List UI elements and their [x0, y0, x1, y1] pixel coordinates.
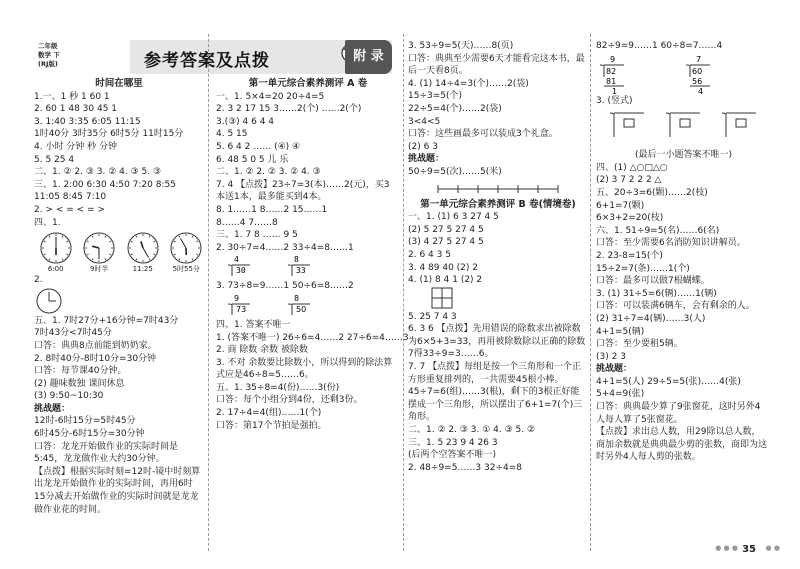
answer-line: 6. 48 5 0 5 儿 乐: [216, 154, 289, 165]
answer-line: (后两个空答案不唯一): [408, 450, 497, 461]
clock-icon: [126, 231, 160, 265]
answer-line: 六、1. 51÷9=5(名)……6(名): [596, 225, 720, 236]
grade-label: [38, 42, 78, 69]
answer-line: 82÷9=9……1 60÷8=7……4: [596, 41, 723, 51]
answer-line: 2. 3 2 17 15 3……2(个) ……2(个): [216, 104, 362, 115]
column-3: [408, 40, 588, 474]
answer-line: 口答：典典8点前能到奶奶家。: [34, 340, 157, 351]
answer-line: 二、1. ② 2. ② 3. ② 4. ③: [216, 167, 321, 178]
hint-text: 【点拨】求出总人数，用29除以总人数，商加余数就是典典最少剪的张数，商即为这时另外4人每人剪的张数。: [596, 427, 768, 463]
grid-figure: [408, 287, 588, 311]
answer-line: 7时43分<7时45分: [34, 328, 112, 339]
answer-line: 2. 30÷7=4……2 33÷4=8……1: [216, 242, 354, 253]
clock-item: [125, 231, 161, 274]
appendix-tab: 附 录: [345, 40, 392, 74]
answer-line: 口答：这些画最多可以装成3个礼盒。: [408, 129, 558, 140]
answer-line: 五、1. 7时27分+16分钟=7时43分: [34, 315, 179, 326]
page-decoration: ● ●: [765, 544, 780, 552]
hint-text: 7. 7 【点拨】每组是按一个三角形和一个正方形重复排列的，一共需要45根小棒。45÷7=6(组)……3(根)，剩下的3根正好能摆成一个三角形，所以摆出了6+1=7(个)三角形。: [408, 362, 583, 423]
svg-text:73: 73: [236, 304, 247, 314]
column-4: [596, 40, 771, 464]
clock-icon: [39, 231, 73, 265]
answer-line: 2. 48÷9=5……3 32÷4=8: [408, 462, 523, 473]
svg-text:60: 60: [692, 66, 703, 76]
clock-label: 11:25: [132, 265, 153, 274]
answer-line: 4. (1) 8 4 1 (2) 2: [408, 275, 483, 286]
answer-line: 3. 4 89 40 (2) 2: [408, 262, 478, 273]
answer-line: 4. 5 15: [216, 129, 248, 140]
answer-line: 5. 6 4 2 …… (④) ④: [216, 141, 301, 152]
answer-line: 四、1. 答案不唯一: [216, 319, 291, 330]
column-divider: [590, 34, 591, 551]
column-divider: [208, 34, 209, 551]
long-division-figure: [596, 107, 766, 149]
answer-line: 口答：龙龙开始做作业的实际时间是5:45，龙龙做作业大约30分钟。: [34, 441, 179, 465]
svg-text:9: 9: [234, 293, 240, 303]
answer-line: (2) 趣味数独 课间休息: [34, 378, 125, 389]
answer-line: 2. 8时40分-8时10分=30分钟: [34, 353, 157, 364]
answer-line: 口答：至少需要6名消防知识讲解员。: [596, 238, 746, 249]
answer-line: 口答：典典最少算了9张窗花，这时另外4人每人算了5张窗花。: [596, 402, 761, 425]
answer-line: 6×3+2=20(枝): [596, 213, 664, 224]
answer-line: 4+1=5(人) 29÷5=5(张)……4(张): [596, 376, 741, 387]
answer-line: 5. 5 25 4: [34, 154, 75, 165]
answer-line: 8……4 7……8: [216, 217, 278, 228]
answer-line: 2. 商 除数 余数 被除数: [216, 345, 309, 356]
svg-text:8: 8: [294, 293, 300, 303]
answer-line: 2. 60 1 48 30 45 1: [34, 104, 118, 115]
box-grid: [408, 287, 468, 311]
answer-line: 三、1. 5 23 9 4 26 3: [408, 437, 498, 448]
answer-line: 口答：每节课40分钟。: [34, 366, 127, 377]
hint-text: 6. 3 6 【点拨】先用错误的除数求出被除数为6×5+3=33，再用被除数除以正确的除数7得33÷9=3……6。: [408, 324, 586, 360]
clock-item: [38, 231, 74, 274]
svg-text:8: 8: [294, 255, 299, 265]
clock-label: 5时55分: [172, 265, 200, 274]
answer-line: 口答：典典至少需要6天才能看完这本书，最后一天看8页。: [408, 53, 585, 77]
answer-line: 2.: [34, 275, 43, 286]
answer-line: 15÷3=5(个): [408, 91, 463, 102]
svg-text:4: 4: [698, 86, 704, 95]
long-division-figure: [216, 293, 366, 319]
page-decoration: ● ● ●: [715, 544, 738, 552]
number-line: [408, 179, 588, 199]
answer-line: 2. 23-8=15(个): [596, 250, 663, 261]
subject-text: 数学 下: [38, 51, 60, 59]
answer-line: 2. 6 4 3 5: [408, 249, 451, 260]
answer-line: 50÷9=5(次)……5(米): [408, 166, 502, 177]
answer-line: 3. (1) 31÷5=6(辆)……1(辆): [596, 288, 717, 299]
answer-line: 一、1. 5×4=20 20÷4=5: [216, 91, 325, 102]
svg-text:81: 81: [606, 76, 617, 86]
answer-line: 三、1. 7 8 …… 9 5: [216, 230, 298, 241]
answer-line: 口答：最多可以做7根蝴蝶。: [596, 276, 710, 287]
page-title: 参考答案及点拨: [144, 51, 270, 71]
answer-line: 8. 1……1 8……2 15……1: [216, 204, 328, 215]
number-line-figure: [408, 179, 578, 199]
svg-text:1: 1: [612, 86, 618, 95]
answer-line: (2) 31÷7=4(辆)……3(人): [596, 313, 706, 324]
clock-row: [38, 231, 204, 274]
long-division-figure: [596, 53, 766, 95]
answer-line: 一、1. (1) 6 3 27 4 5: [408, 212, 499, 223]
answer-line: 6时45分-6时15分=30分钟: [34, 429, 145, 440]
answer-line: 15÷2=7(条)……1(个): [596, 263, 690, 274]
section-title: 时间在哪里: [95, 78, 143, 89]
answer-line: 5+4=9(张): [596, 389, 645, 400]
clock-label: 6:00: [47, 265, 64, 274]
hint-text: 【点拨】根据实际时刻=12时-镜中时刻算出龙龙开始做作业的实际时间，再用6时15分减去开始做作业的实际时间就是龙龙做作业花的时间。: [34, 466, 201, 515]
edition-text: (RJ版): [38, 60, 58, 68]
answer-line: 2. 17÷4=4(组)……1(个): [216, 408, 322, 419]
answer-line: 二、1. ② 2. ③ 3. ② 4. ③ 5. ③: [34, 167, 162, 178]
answer-line: (3) 2 3: [596, 351, 626, 362]
challenge-heading: 挑战题：: [408, 154, 445, 165]
answer-line: (2) 5 27 5 27 4 5: [408, 224, 484, 235]
clock-item: [169, 231, 205, 274]
answer-line: 口答：第17个节拍是强拍。: [216, 420, 327, 431]
answer-line: 1. (答案不唯一) 26÷6=4……2 27÷6=4……3: [216, 332, 409, 343]
answer-line: (2) 3 7 2 2 2 △: [596, 175, 662, 186]
vertical-division: [216, 254, 400, 280]
challenge-heading: 挑战题：: [596, 364, 633, 375]
answer-line: 3<4<5: [408, 116, 441, 127]
svg-text:50: 50: [296, 304, 307, 314]
answer-line: 3. 53÷9=5(天)……8(页): [408, 41, 514, 51]
section-title: 第一单元综合素养测评 A 卷: [248, 78, 368, 89]
hint-text: 7. 4 【点拨】23÷7=3(本)……2(元)，买3本送1本，最多能买到4本。: [216, 179, 390, 203]
answer-line: 12时-6时15分=5时45分: [34, 416, 136, 427]
answer-line: 二、1. ② 2. ③ 3. ① 4. ③ 5. ②: [408, 425, 536, 436]
clock-icon: [34, 287, 64, 315]
answer-line: 2. > < = < = >: [34, 204, 105, 215]
column-2: [216, 78, 409, 432]
answer-line: 1.一、1 秒 1 60 1: [34, 91, 110, 102]
answer-line: 4+1=5(辆): [596, 326, 645, 337]
answer-line: 3. 1:40 3:35 6:05 11:15: [34, 116, 141, 127]
answer-line: 22÷5=4(个)……2(袋): [408, 103, 502, 114]
answer-line: 3. (竖式): [596, 95, 633, 106]
answer-line: 口答：可以装满6辆车，会有剩余的人。: [596, 301, 755, 312]
answer-line: 3. 不对 余数要比除数小，所以得到的除法算式应是46÷8=5……6。: [216, 357, 393, 381]
grade-text: 二年级: [38, 42, 58, 50]
answer-line: 四、1.: [34, 217, 61, 228]
answer-line: (3) 9:50~10:30: [34, 391, 104, 402]
clock-icon: [82, 231, 116, 265]
long-division-figure: [228, 254, 378, 280]
answer-line: 4. (1) 14÷4=3(个)……2(袋): [408, 78, 529, 89]
section-title: 第一单元综合素养测评 B 卷(情境卷): [420, 198, 576, 210]
answer-line: 6+1=7(颗): [596, 200, 645, 211]
answer-line: 五、1. 35÷8=4(份)……3(份): [216, 382, 340, 393]
answer-line: 3. 73÷8=9……1 50÷6=8……2: [216, 281, 354, 292]
vertical-division: [216, 293, 400, 319]
answer-line: 11:05 8:45 7:10: [34, 192, 107, 203]
answer-line: 5. 25 7 4 3: [408, 311, 457, 322]
answer-line: 4. 小时 分钟 秒 分钟: [34, 141, 118, 152]
clock-icon: [169, 231, 203, 265]
column-1: [34, 78, 204, 516]
svg-text:7: 7: [696, 54, 702, 64]
answer-line: (2) 6 3: [408, 141, 438, 152]
challenge-heading: 挑战题：: [34, 403, 71, 414]
answer-line: 口答：每个小组分到4份，还剩3份。: [216, 395, 363, 406]
svg-text:30: 30: [236, 266, 246, 276]
answer-line: (最后一小题答案不唯一): [634, 150, 733, 161]
svg-text:82: 82: [606, 66, 617, 76]
page-number: 35: [742, 544, 756, 555]
answer-line: 三、1. 2:00 6:30 4:50 7:20 8:55: [34, 179, 176, 190]
vertical-division: [596, 107, 771, 149]
svg-text:9: 9: [610, 54, 616, 64]
answer-line: 口答：至少要租5辆。: [596, 339, 683, 350]
svg-text:56: 56: [692, 76, 703, 86]
clock-item: [82, 231, 118, 274]
vertical-division: [596, 53, 771, 95]
answer-line: 四、(1) △○□△○: [596, 162, 668, 173]
answer-line: 五、20÷3=6(颗)……2(枝): [596, 187, 708, 198]
answer-line: (3) 4 27 5 27 4 5: [408, 237, 484, 248]
answer-line: 1时40分 3时35分 6时5分 11时15分: [34, 129, 184, 140]
column-divider: [403, 34, 404, 551]
clock-label: 9时半: [90, 265, 109, 274]
svg-text:33: 33: [296, 266, 306, 276]
clock-placeholder: [34, 287, 204, 315]
svg-text:4: 4: [234, 255, 239, 265]
answer-line: 3.(③) 4 6 4 4: [216, 116, 275, 127]
